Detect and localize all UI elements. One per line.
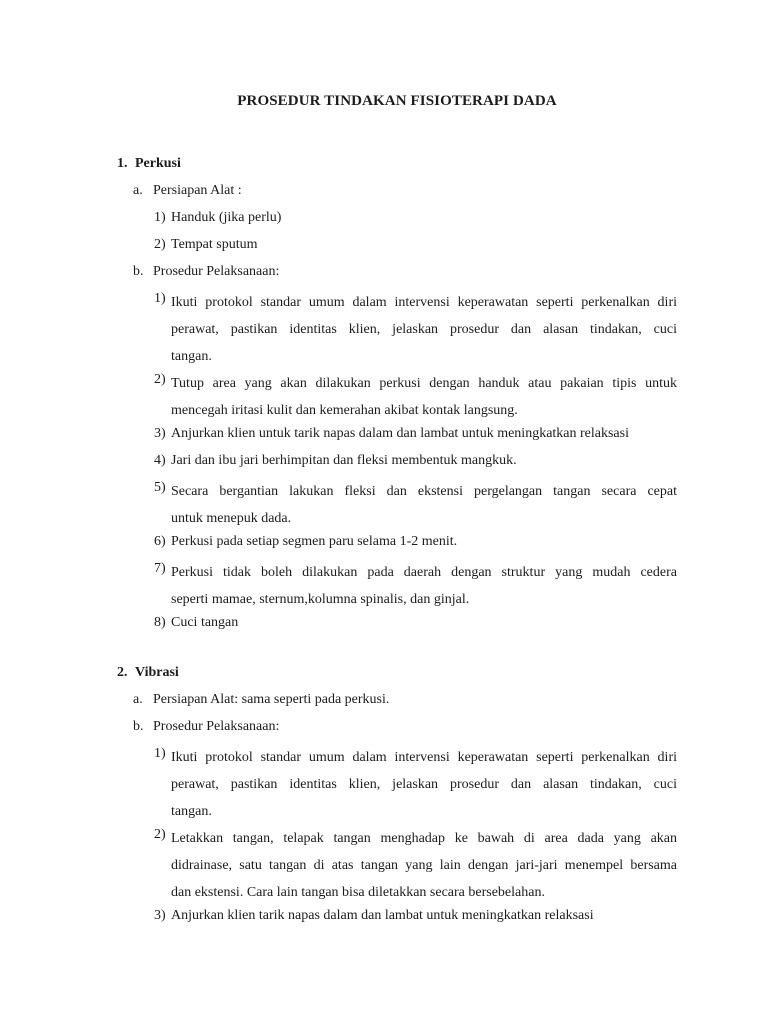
- list-item-line-text: tangan.: [171, 349, 212, 364]
- list-item-line: [171, 343, 677, 370]
- list-item: [0, 744, 768, 825]
- list-item-text: Anjurkan klien untuk tarik napas dalam dan lambat untuk meningkatkan relaksasi: [171, 426, 629, 441]
- list-item-number: 1): [154, 210, 166, 225]
- subsection-letter: b.: [133, 719, 144, 734]
- section-number: 2.: [117, 665, 128, 680]
- list-item-text: [171, 370, 677, 424]
- list-item-text: Jari dan ibu jari berhimpitan dan fleksi membentuk mangkuk.: [171, 453, 517, 468]
- list-item-text: [171, 559, 677, 613]
- list-item-number: 4): [154, 453, 166, 468]
- subsection-label: Persiapan Alat :: [153, 183, 242, 198]
- document-title: PROSEDUR TINDAKAN FISIOTERAPI DADA: [237, 93, 557, 109]
- list-item-line: [171, 559, 677, 586]
- section-number: 1.: [117, 156, 128, 171]
- list-item-line-text: Ikuti protokol standar umum dalam intervensi keperawatan seperti perkenalkan diri: [171, 295, 677, 310]
- list-item-line-text: seperti mamae, sternum,kolumna spinalis, dan ginjal.: [171, 592, 470, 607]
- list-item-line-text: Letakkan tangan, telapak tangan menghadap ke bawah di area dada yang akan: [171, 831, 677, 846]
- list-item: [0, 532, 768, 559]
- list-item-text: [171, 478, 677, 532]
- list-item-line-text: Perkusi tidak boleh dilakukan pada daerah dengan struktur yang mudah cedera: [171, 565, 677, 580]
- list-item-line-text: Tutup area yang akan dilakukan perkusi dengan handuk atau pakaian tipis untuk: [171, 376, 677, 391]
- subsection-letter: a.: [133, 692, 143, 707]
- list-item-line-text: Secara bergantian lakukan fleksi dan ekstensi pergelangan tangan secara cepat: [171, 484, 677, 499]
- list-item-line: [171, 879, 677, 906]
- list-item-number: 7): [154, 561, 166, 576]
- section-perkusi: [0, 154, 768, 640]
- list-item-number: 1): [154, 291, 166, 306]
- list-item-line: [171, 798, 677, 825]
- list-item-text: Cuci tangan: [171, 615, 239, 630]
- list-item: [0, 906, 768, 933]
- subsection-heading: [0, 262, 768, 289]
- list-item: [0, 370, 768, 424]
- list-item-line-text: dan ekstensi. Cara lain tangan bisa diletakkan secara bersebelahan.: [171, 885, 545, 900]
- list-item-line: [171, 505, 677, 532]
- list-item: [0, 478, 768, 532]
- subsection-heading: [0, 181, 768, 208]
- subsection-heading: [0, 717, 768, 744]
- list-item-number: 3): [154, 426, 166, 441]
- list-item-line-text: perawat, pastikan identitas klien, jelaskan prosedur dan alasan tindakan, cuci: [171, 777, 677, 792]
- list-item-number: 5): [154, 480, 166, 495]
- list-item-line: [171, 825, 677, 852]
- section-title: Vibrasi: [135, 665, 179, 680]
- section-vibrasi: [0, 663, 768, 933]
- subsection-heading: [0, 690, 768, 717]
- list-item-number: 1): [154, 746, 166, 761]
- subsection-label: Prosedur Pelaksanaan:: [153, 264, 280, 279]
- section-heading: [0, 154, 768, 181]
- list-item-number: 6): [154, 534, 166, 549]
- section-title: Perkusi: [135, 156, 181, 171]
- list-item-text: [171, 289, 677, 370]
- list-item-number: 2): [154, 827, 166, 842]
- list-item-line: [171, 316, 677, 343]
- list-item-number: 2): [154, 372, 166, 387]
- list-item-text: Tempat sputum: [171, 237, 258, 252]
- list-item: [0, 451, 768, 478]
- list-item-text: [171, 825, 677, 906]
- list-item-line-text: perawat, pastikan identitas klien, jelaskan prosedur dan alasan tindakan, cuci: [171, 322, 677, 337]
- subsection-letter: b.: [133, 264, 144, 279]
- list-item-line: [171, 744, 677, 771]
- list-item: [0, 825, 768, 906]
- list-item: [0, 289, 768, 370]
- subsection-letter: a.: [133, 183, 143, 198]
- list-item-line: [171, 478, 677, 505]
- list-item-line-text: didrainase, satu tangan di atas tangan yang lain dengan jari-jari menempel bersama: [171, 858, 677, 873]
- list-item: [0, 559, 768, 613]
- list-item-line: [171, 852, 677, 879]
- list-item-line: [171, 289, 677, 316]
- list-item: [0, 208, 768, 235]
- list-item-line-text: Ikuti protokol standar umum dalam intervensi keperawatan seperti perkenalkan diri: [171, 750, 677, 765]
- list-item: [0, 613, 768, 640]
- list-item-line: [171, 771, 677, 798]
- list-item-text: Perkusi pada setiap segmen paru selama 1-2 menit.: [171, 534, 458, 549]
- section-heading: [0, 663, 768, 690]
- list-item-number: 3): [154, 908, 166, 923]
- list-item-line: [171, 586, 677, 613]
- list-item: [0, 424, 768, 451]
- list-item-line-text: tangan.: [171, 804, 212, 819]
- list-item-text: Anjurkan klien tarik napas dalam dan lambat untuk meningkatkan relaksasi: [171, 908, 594, 923]
- subsection-label: Persiapan Alat: sama seperti pada perkusi.: [153, 692, 390, 707]
- list-item: [0, 235, 768, 262]
- list-item-text: [171, 744, 677, 825]
- list-item-line: [171, 397, 677, 424]
- list-item-number: 2): [154, 237, 166, 252]
- list-item-number: 8): [154, 615, 166, 630]
- list-item-line: [171, 370, 677, 397]
- subsection-label: Prosedur Pelaksanaan:: [153, 719, 280, 734]
- list-item-line-text: mencegah iritasi kulit dan kemerahan akibat kontak langsung.: [171, 403, 518, 418]
- list-item-text: Handuk (jika perlu): [171, 210, 282, 225]
- list-item-line-text: untuk menepuk dada.: [171, 511, 292, 526]
